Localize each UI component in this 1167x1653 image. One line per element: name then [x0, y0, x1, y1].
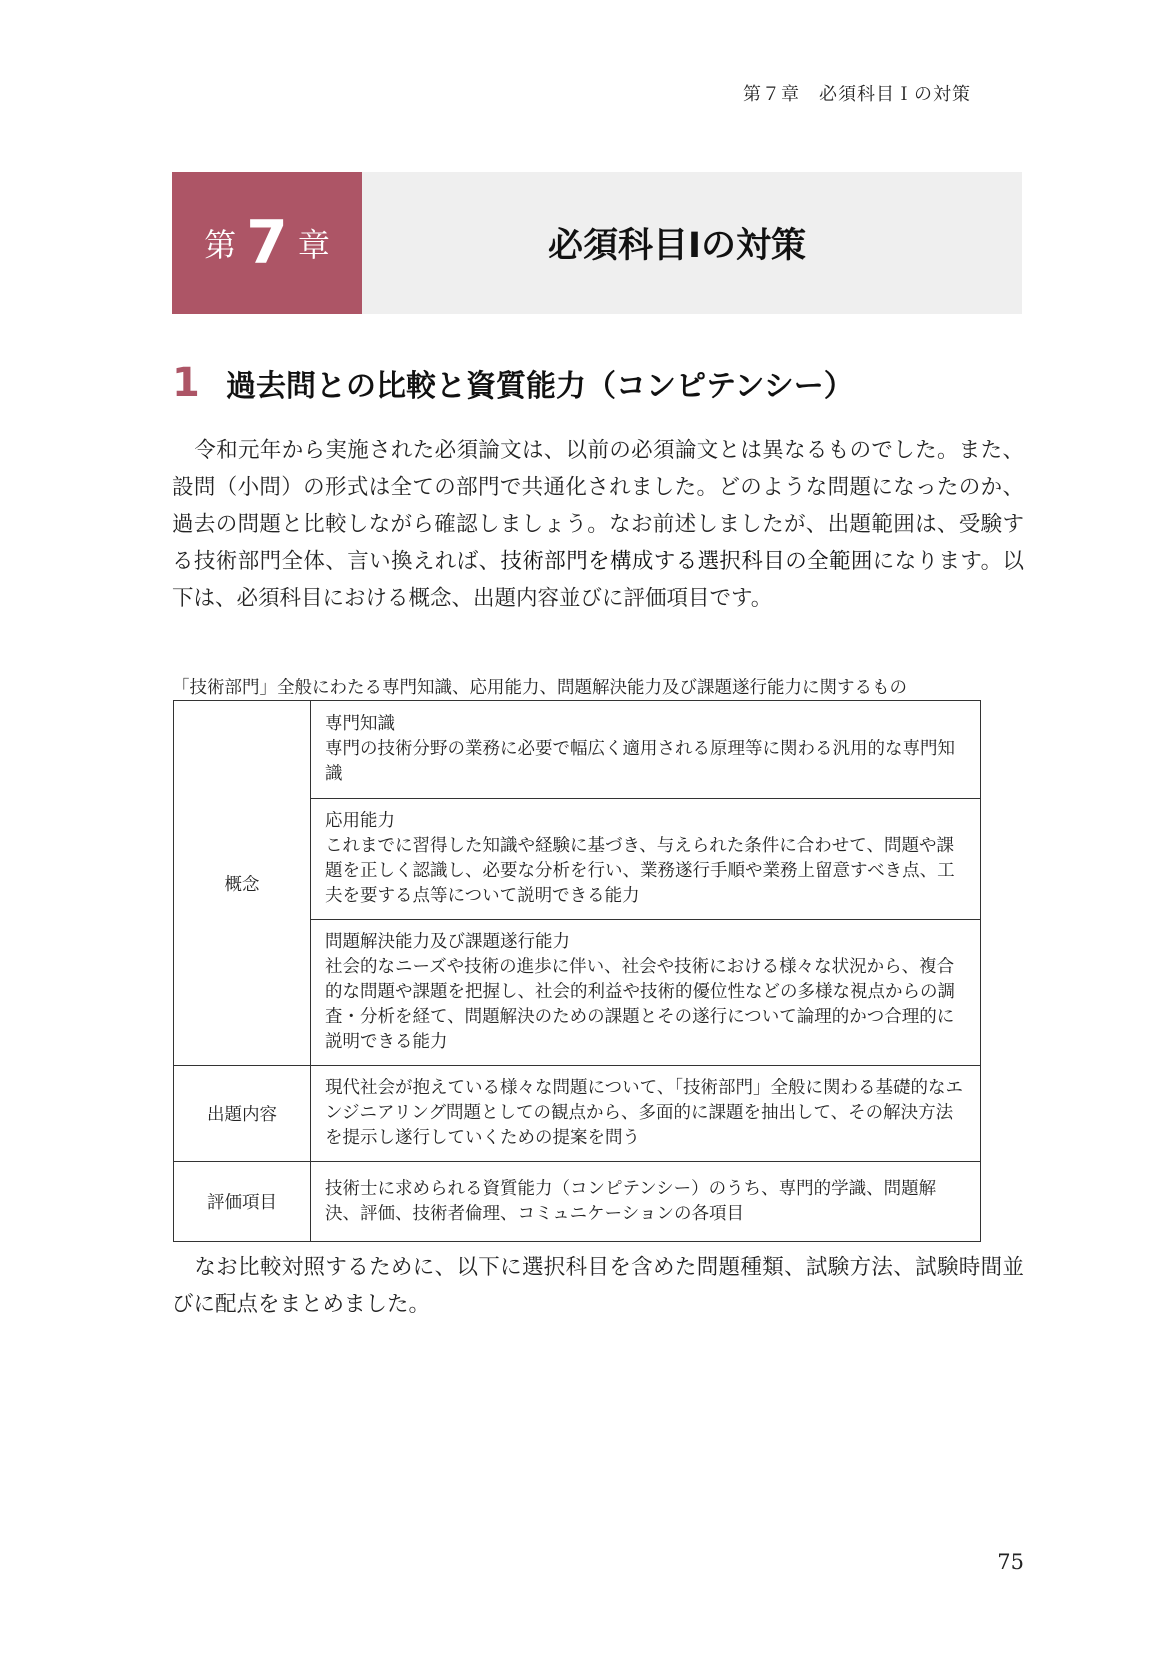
concept-cell-application: [311, 799, 981, 920]
section-title: 過去問との比較と資質能力（コンピテンシー）: [226, 369, 854, 404]
closing-paragraph: [172, 1249, 1024, 1329]
concept-cell-knowledge: [311, 701, 981, 799]
chapter-number-box: [172, 172, 362, 314]
table-row: [174, 1066, 981, 1162]
concept-heading: 応用能力: [325, 811, 395, 831]
content-label: 出題内容: [174, 1066, 311, 1162]
closing-text: なお比較対照するために、以下に選択科目を含めた問題種類、試験方法、試験時間並びに配点をまとめました。: [172, 1255, 1024, 1317]
section-heading: [172, 360, 854, 406]
chapter-banner: [172, 172, 1022, 314]
intro-text-2: になります。以下は、必須科目における概念、出題内容並びに評価項目です。: [172, 549, 1024, 611]
evaluation-label: 評価項目: [174, 1162, 311, 1242]
chapter-prefix: 第: [204, 226, 237, 264]
concept-body: 専門の技術分野の業務に必要で幅広く適用される原理等に関わる汎用的な専門知識: [325, 739, 955, 784]
evaluation-text: 技術士に求められる資質能力（コンピテンシー）のうち、専門的学識、問題解決、評価、技術者倫理、コミュニケーションの各項目: [311, 1162, 981, 1242]
concept-body: これまでに習得した知識や経験に基づき、与えられた条件に合わせて、問題や課題を正しく認識し、必要な分析を行い、業務遂行手順や業務上留意すべき点、工夫を要する点等について説明できる能力: [325, 836, 955, 906]
intro-emphasis: 技術部門を構成する選択科目の全範囲: [500, 549, 873, 574]
chapter-number: 7: [246, 208, 288, 278]
table-row: [174, 1162, 981, 1242]
table-caption: 「技術部門」全般にわたる専門知識、応用能力、問題解決能力及び課題遂行能力に関するもの: [172, 678, 907, 698]
page-number: 75: [997, 1550, 1024, 1574]
concept-heading: 問題解決能力及び課題遂行能力: [325, 932, 570, 952]
section-number: 1: [172, 360, 200, 406]
table-row: [174, 701, 981, 799]
chapter-suffix: 章: [297, 226, 330, 264]
intro-paragraph: [172, 432, 1024, 662]
concept-label: 概念: [174, 701, 311, 1066]
concept-heading: 専門知識: [325, 714, 395, 734]
chapter-title: 必須科目Ⅰの対策: [547, 226, 807, 266]
running-header: 第７章 必須科目Ｉの対策: [743, 84, 971, 105]
definition-table: [173, 700, 981, 1242]
concept-cell-problem-solving: [311, 920, 981, 1066]
content-text: 現代社会が抱えている様々な問題について、「技術部門」全般に関わる基礎的なエンジニアリング問題としての観点から、多面的に課題を抽出して、その解決方法を提示し遂行していくための提案を問う: [311, 1066, 981, 1162]
intro-text-1: 令和元年から実施された必須論文は、以前の必須論文とは異なるものでした。また、設問（小問）の形式は全ての部門で共通化されました。どのような問題になったのか、過去の問題と比較しながら確認しましょう。なお前述しましたが、出題範囲は、受験する技術部門全体、言い換えれば、: [172, 438, 1024, 574]
concept-body: 社会的なニーズや技術の進歩に伴い、社会や技術における様々な状況から、複合的な問題や課題を把握し、社会的利益や技術的優位性などの多様な視点からの調査・分析を経て、問題解決のための課題とその遂行について論理的かつ合理的に説明できる能力: [325, 957, 955, 1052]
